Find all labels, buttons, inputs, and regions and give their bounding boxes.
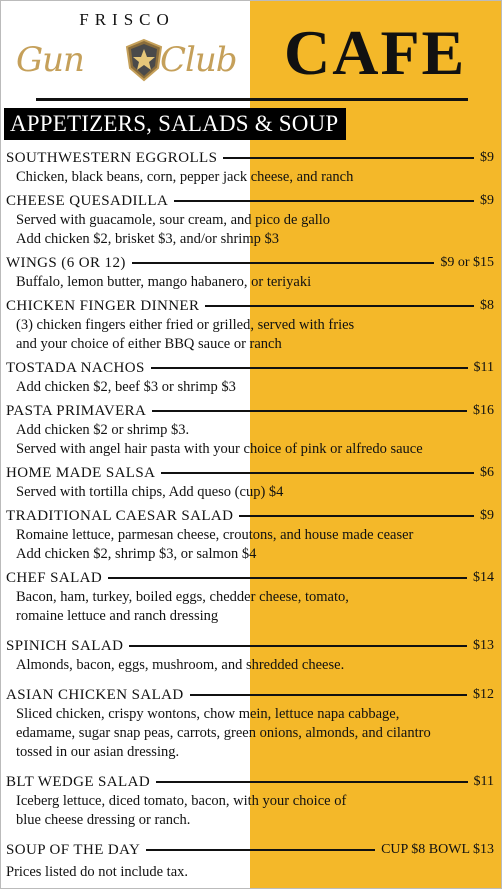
menu-item-description: Iceberg lettuce, diced tomato, bacon, with your choice of [16, 793, 347, 809]
menu-item [6, 358, 494, 397]
leader-line [129, 645, 467, 647]
menu-item [6, 401, 494, 459]
menu-item [6, 840, 494, 860]
tax-footnote: Prices listed do not include tax. [6, 864, 189, 880]
menu-item-description: Add chicken $2, brisket $3, and/or shrimp $3 [16, 231, 279, 247]
menu-item-name: TOSTADA NACHOS [6, 359, 145, 376]
menu-item-name: TRADITIONAL CAESAR SALAD [6, 507, 234, 524]
leader-line [239, 515, 474, 517]
menu-item-description: Served with tortilla chips, Add queso (cup) $4 [16, 484, 284, 500]
menu-item-header [6, 636, 494, 656]
menu-item-header [6, 191, 494, 211]
menu-item-description: edamame, sugar snap peas, carrots, green onions, almonds, and cilantro [16, 725, 431, 741]
menu-item-name: HOME MADE SALSA [6, 464, 156, 481]
menu-item-price: $11 [473, 774, 494, 789]
menu-item-description: and your choice of either BBQ sauce or ranch [16, 336, 282, 352]
menu-item-header [6, 253, 494, 273]
menu-item-price: $9 or $15 [440, 255, 494, 270]
item-spacer [6, 626, 494, 636]
menu-item-price: $12 [473, 687, 494, 702]
menu-item-price: $16 [473, 403, 494, 418]
menu-item-description: Served with angel hair pasta with your choice of pink or alfredo sauce [16, 441, 423, 457]
menu-item-header [6, 401, 494, 421]
menu-item [6, 568, 494, 626]
menu-item-header [6, 772, 494, 792]
menu-item-price: $8 [480, 298, 494, 313]
menu-item-price: $11 [473, 360, 494, 375]
item-spacer [6, 830, 494, 840]
menu-item-header [6, 463, 494, 483]
menu-item-price: $13 [473, 638, 494, 653]
menu-item-price: CUP $8 BOWL $13 [381, 842, 494, 857]
menu-item [6, 685, 494, 762]
menu-item-description: blue cheese dressing or ranch. [16, 812, 191, 828]
menu-item-name: SPINICH SALAD [6, 637, 124, 654]
menu-item [6, 636, 494, 675]
logo-script-right: Club [160, 40, 237, 80]
menu-item-header [6, 358, 494, 378]
logo-script-left: Gun [16, 40, 84, 80]
menu-item-description: Add chicken $2, beef $3 or shrimp $3 [16, 379, 236, 395]
leader-line [151, 367, 468, 369]
section-banner: APPETIZERS, SALADS & SOUP [4, 108, 346, 140]
leader-line [152, 410, 467, 412]
leader-line [223, 157, 474, 159]
menu-item [6, 148, 494, 187]
header-divider [36, 98, 468, 101]
menu-item-description: romaine lettuce and ranch dressing [16, 608, 219, 624]
menu-item-description: Buffalo, lemon butter, mango habanero, or teriyaki [16, 274, 312, 290]
menu-item [6, 253, 494, 292]
menu-item-description: Almonds, bacon, eggs, mushroom, and shredded cheese. [16, 657, 345, 673]
menu-item-price: $6 [480, 465, 494, 480]
menu-item-name: CHICKEN FINGER DINNER [6, 297, 200, 314]
menu-list [6, 148, 494, 860]
menu-item-name: ASIAN CHICKEN SALAD [6, 686, 184, 703]
menu-item [6, 772, 494, 830]
menu-item-header [6, 685, 494, 705]
leader-line [190, 694, 467, 696]
gun-club-logo [12, 10, 242, 90]
leader-line [156, 781, 467, 783]
menu-item [6, 506, 494, 564]
menu-item-name: BLT WEDGE SALAD [6, 773, 151, 790]
menu-item-description: Romaine lettuce, parmesan cheese, croutons, and house made ceaser [16, 527, 414, 543]
menu-item [6, 463, 494, 502]
menu-item-name: CHEF SALAD [6, 569, 103, 586]
menu-item [6, 191, 494, 249]
page-title: CAFE [284, 17, 467, 88]
menu-item-description: Add chicken $2, shrimp $3, or salmon $4 [16, 546, 257, 562]
menu-item-name: WINGS (6 OR 12) [6, 254, 126, 271]
menu-item-name: CHEESE QUESADILLA [6, 192, 169, 209]
logo-top-text: FRISCO [79, 10, 175, 29]
menu-item-description: Chicken, black beans, corn, pepper jack cheese, and ranch [16, 169, 354, 185]
menu-item [6, 296, 494, 354]
item-spacer [6, 762, 494, 772]
menu-item-header [6, 296, 494, 316]
menu-item-name: SOUTHWESTERN EGGROLLS [6, 149, 218, 166]
menu-item-description: Sliced chicken, crispy wontons, chow mein, lettuce napa cabbage, [16, 706, 400, 722]
item-spacer [6, 675, 494, 685]
menu-item-header [6, 148, 494, 168]
menu-item-description: (3) chicken fingers either fried or grilled, served with fries [16, 317, 355, 333]
menu-item-name: SOUP OF THE DAY [6, 841, 141, 858]
menu-item-description: Bacon, ham, turkey, boiled eggs, chedder cheese, tomato, [16, 589, 349, 605]
leader-line [146, 849, 375, 851]
leader-line [108, 577, 467, 579]
menu-item-header [6, 840, 494, 860]
leader-line [132, 262, 435, 264]
menu-item-price: $9 [480, 508, 494, 523]
leader-line [205, 305, 474, 307]
leader-line [174, 200, 474, 202]
menu-item-header [6, 568, 494, 588]
menu-item-price: $9 [480, 150, 494, 165]
menu-item-price: $9 [480, 193, 494, 208]
menu-item-name: PASTA PRIMAVERA [6, 402, 147, 419]
leader-line [161, 472, 474, 474]
menu-item-description: Served with guacamole, sour cream, and pico de gallo [16, 212, 331, 228]
menu-item-header [6, 506, 494, 526]
menu-item-description: Add chicken $2 or shrimp $3. [16, 422, 190, 438]
shield-star-icon [124, 38, 164, 82]
menu-item-price: $14 [473, 570, 494, 585]
menu-item-description: tossed in our asian dressing. [16, 744, 180, 760]
